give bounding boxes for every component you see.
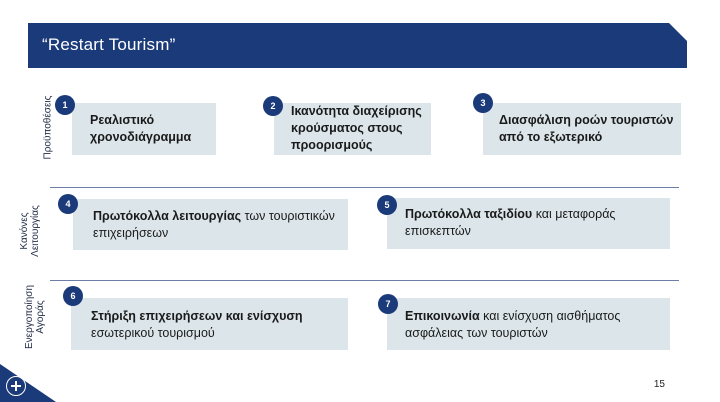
- card-5-text: και μεταφοράς επισκεπτών: [405, 207, 616, 238]
- card-5-bold-text: Πρωτόκολλα ταξιδίου: [405, 207, 533, 221]
- section-divider: [50, 280, 679, 281]
- card-3-text: Διασφάλιση ροών τουριστών από το εξωτερικό: [499, 113, 674, 144]
- card-7: [387, 298, 670, 350]
- title-bar: [28, 23, 687, 68]
- card-1: [72, 103, 216, 155]
- card-3: [483, 103, 681, 155]
- section-divider: [50, 187, 679, 188]
- card-4-text: των τουριστικών επιχειρήσεων: [93, 209, 335, 240]
- card-7-bold-text: Επικοινωνία: [405, 309, 480, 323]
- card-5-number-badge: 5: [377, 195, 397, 215]
- card-1-number-badge: 1: [55, 95, 75, 115]
- card-4-bold-text: Πρωτόκολλα λειτουργίας: [93, 209, 242, 223]
- card-2-number-badge: 2: [263, 96, 283, 116]
- card-3-number-badge: 3: [473, 93, 493, 113]
- card-6-text: εσωτερικού τουρισμού: [91, 326, 215, 340]
- card-6-number-badge: 6: [63, 286, 83, 306]
- card-4-number-badge: 4: [58, 194, 78, 214]
- card-6: [71, 298, 348, 350]
- page-number: 15: [653, 379, 665, 390]
- card-5: [387, 198, 670, 249]
- card-2-text: Ικανότητα διαχείρισης κρούσματος στους προορισμούς: [291, 104, 422, 152]
- title-bar-notch: [669, 23, 687, 41]
- government-emblem-icon: [6, 376, 26, 396]
- slide-title: “Restart Tourism”: [42, 35, 176, 54]
- card-1-text: Ρεαλιστικό χρονοδιάγραμμα: [90, 113, 192, 144]
- section-label-market-activation: Ενεργοποίηση Αγοράς: [24, 284, 46, 350]
- card-2: [274, 103, 431, 155]
- card-7-number-badge: 7: [378, 294, 398, 314]
- section-label-operating-rules: Κανόνες Λειτουργίας: [19, 205, 41, 257]
- card-6-bold-text: Στήριξη επιχειρήσεων και ενίσχυση: [91, 309, 303, 323]
- section-label-preconditions: Προϋποθέσεις: [42, 95, 54, 160]
- card-7-text: και ενίσχυση αισθήματος ασφάλειας των τουριστών: [405, 309, 621, 340]
- card-4: [73, 199, 348, 250]
